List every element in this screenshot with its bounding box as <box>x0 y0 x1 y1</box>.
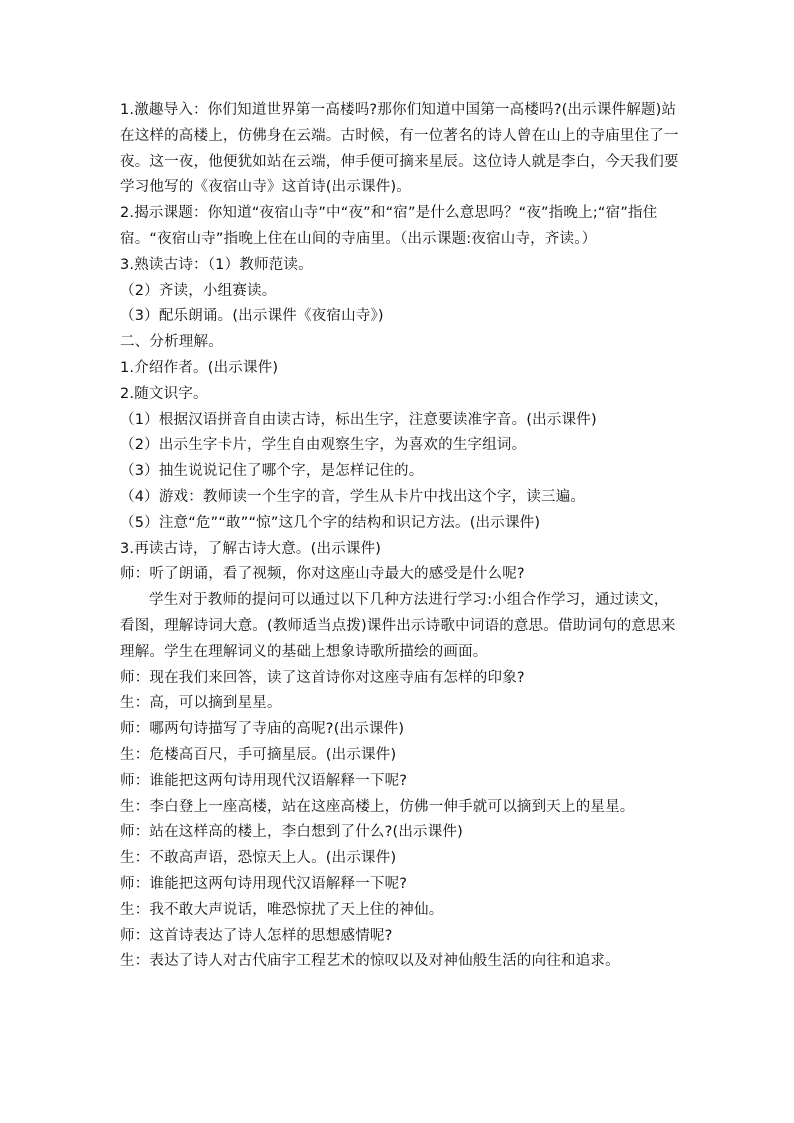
list-item: （3）抽生说说记住了哪个字，是怎样记住的。 <box>120 463 424 480</box>
dialogue-line: 师：现在我们来回答，读了这首诗你对这座寺庙有怎样的印象? <box>120 669 525 686</box>
dialogue-line: 生：危楼高百尺，手可摘星辰。(出示课件) <box>120 746 397 763</box>
document-body <box>120 98 680 975</box>
paragraph-intro: 1.激趣导入：你们知道世界第一高楼吗?那你们知道中国第一高楼吗?(出示课件解题)站在这样的高楼上，仿佛身在云端。古时候，有一位著名的诗人曾在山上的寺庙里住了一夜。这一夜，他便犹如站在云端，伸手便可摘来星辰。这位诗人就是李白，今天我们要学习他写的《夜宿山寺》这首诗(出示课件)。 <box>120 102 679 196</box>
list-item: （1）根据汉语拼音自由读古诗，标出生字，注意要读准字音。(出示课件) <box>120 411 597 428</box>
list-item: （4）游戏：教师读一个生字的音，学生从卡片中找出这个字，读三遍。 <box>120 488 586 505</box>
paragraph-reading-2: （2）齐读，小组赛读。 <box>120 282 277 299</box>
list-item: （2）出示生字卡片，学生自由观察生字，为喜欢的生字组词。 <box>120 437 527 454</box>
dialogue-line: 师：听了朗诵，看了视频，你对这座山寺最大的感受是什么呢? <box>120 566 525 583</box>
dialogue-line: 师：这首诗表达了诗人怎样的思想感情呢? <box>120 927 393 944</box>
section-heading: 二、分析理解。 <box>120 334 223 351</box>
dialogue-line: 师：谁能把这两句诗用现代汉语解释一下呢? <box>120 875 408 892</box>
paragraph-topic: 2.揭示课题：你知道“夜宿山寺”中“夜”和“宿”是什么意思吗？“夜”指晚上;“宿”指住宿。“夜宿山寺”指晚上住在山间的寺庙里。（出示课题:夜宿山寺，齐读。） <box>120 205 658 247</box>
dialogue-line: 生：我不敢大声说话，唯恐惊扰了天上住的神仙。 <box>120 901 444 918</box>
dialogue-line: 师：谁能把这两句诗用现代汉语解释一下呢? <box>120 772 408 789</box>
dialogue-line: 生：表达了诗人对古代庙宇工程艺术的惊叹以及对神仙般生活的向往和追求。 <box>120 953 620 970</box>
paragraph-reading-3: （3）配乐朗诵。(出示课件《夜宿山寺》) <box>120 308 384 325</box>
paragraph-reread: 3.再读古诗，了解古诗大意。(出示课件) <box>120 540 382 557</box>
dialogue-line: 生：高，可以摘到星星。 <box>120 695 282 712</box>
paragraph-literacy: 2.随文识字。 <box>120 385 208 402</box>
dialogue-line: 生：李白登上一座高楼，站在这座高楼上，仿佛一伸手就可以摘到天上的星星。 <box>120 798 635 815</box>
dialogue-line: 师：哪两句诗描写了寺庙的高呢?(出示课件) <box>120 721 405 738</box>
paragraph-reading-1: 3.熟读古诗：（1）教师范读。 <box>120 256 313 273</box>
paragraph-author: 1.介绍作者。(出示课件) <box>120 359 279 376</box>
dialogue-line: 生：不敢高声语，恐惊天上人。(出示课件) <box>120 850 397 867</box>
paragraph-method: 学生对于教师的提问可以通过以下几种方法进行学习:小组合作学习，通过读文，看图，理解诗词大意。(教师适当点拨)课件出示诗歌中词语的意思。借助词句的意思来理解。学生在理解词义的基础上想象诗歌所描绘的画面。 <box>120 592 676 660</box>
list-item: （5）注意“危”“敢”“惊”这几个字的结构和识记方法。(出示课件) <box>120 514 541 531</box>
dialogue-line: 师：站在这样高的楼上，李白想到了什么?(出示课件) <box>120 824 464 841</box>
